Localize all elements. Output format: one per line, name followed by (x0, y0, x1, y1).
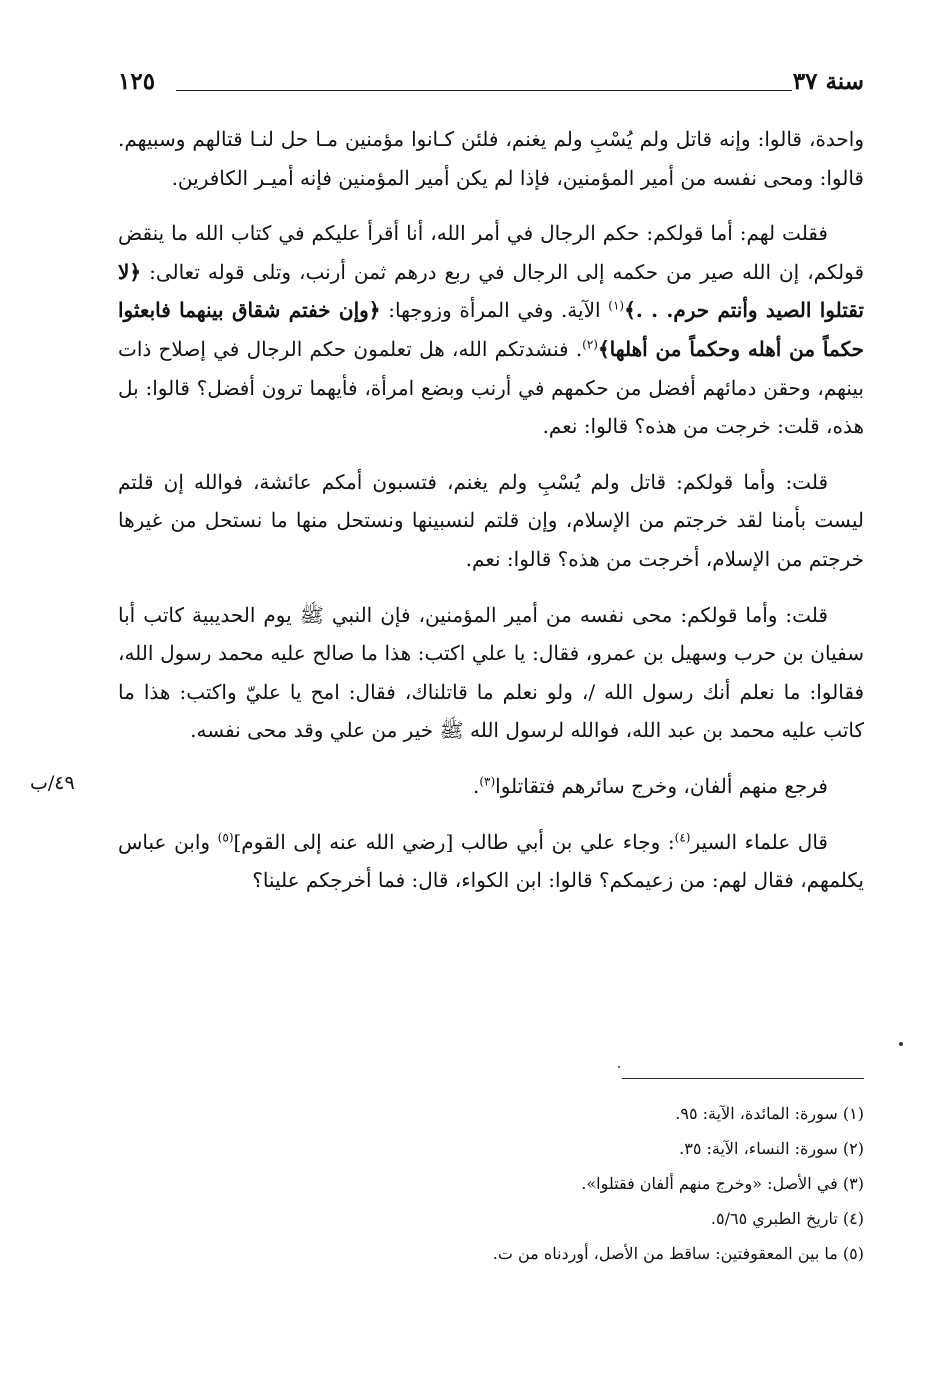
footnote-ref: (١) (608, 298, 625, 313)
scan-speck (899, 1042, 903, 1046)
footnote-ref: (٤) (674, 829, 691, 844)
text-run: . فنشدتكم الله، هل تعلمون حكم الرجال في إصلاح ذات بينهم، وحقن دمائهم أفضل من حكمهم في أرنب وبضع امرأة، فأيهما ترون أفضل؟ قالوا: بل هذه، قلت: خرجت من هذه؟ قالوا: نعم. (118, 336, 864, 439)
quran-quote: ﴿وإن خفتم شقاق بينهما فابعثوا حكماً من أهله وحكماً من أهلها﴾ (118, 298, 864, 361)
footnote-ref: (٥) (217, 829, 234, 844)
paragraph-3 (118, 463, 864, 579)
footnote-4: (٤) تاريخ الطبري ٥/٦٥. (710, 1209, 864, 1228)
text-run: فقلت لهم: أما قولكم: حكم الرجال في أمر الله، أنا أقرأ عليكم في كتاب الله ما ينقض قولكم، إن الله صير من حكمه إلى الرجال في ربع درهم ثمن أرنب، وتلى قوله تعالى: (118, 221, 864, 284)
paragraph-4 (118, 596, 864, 750)
text-run: . (472, 773, 480, 798)
text-run: فرجع منهم ألفان، وخرج سائرهم فتقاتلوا (495, 773, 828, 798)
page-header (118, 66, 864, 102)
paragraph-5 (118, 767, 864, 806)
footnote-1: (١) سورة: المائدة، الآية: ٩٥. (675, 1104, 864, 1123)
footnote-2: (٢) سورة: النساء، الآية: ٣٥. (679, 1139, 864, 1158)
footnote-rule (622, 1078, 864, 1079)
text-run: قلت: وأما قولكم: محى نفسه من أمير المؤمنين، فإن النبي ﷺ يوم الحديبية كاتب أبا سفيان بن حرب وسهيل بن عمرو، فقال: يا علي اكتب: هذا ما صالح عليه محمد رسول الله، فقالوا: ما نعلم أنك رسول الله /، ولو نعلم ما قاتلناك، فقال: امح يا عليّ واكتب: هذا ما كاتب عليه محمد بن عبد الله، فوالله لرسول الله ﷺ خير من علي وقد محى نفسه. (118, 602, 864, 743)
paragraph-6 (118, 823, 864, 900)
footnotes (300, 1096, 864, 1271)
text-run: قال علماء السير (690, 829, 828, 854)
section-label: سنة ٣٧ (792, 68, 864, 95)
footnote-3: (٣) في الأصل: «وخرج منهم ألفان فقتلوا». (581, 1174, 864, 1193)
margin-note: ٤٩/ب (30, 772, 75, 794)
scan-speck (618, 1066, 620, 1068)
text-run: الآية. وفي المرأة وزوجها: (380, 298, 609, 323)
text-run: قلت: وأما قولكم: قاتل ولم يُسْبِ ولم يغنم، فتسبون أمكم عائشة، فوالله إن قلتم ليست بأمنا لقد خرجتم من الإسلام، وإن قلتم لنسبينها ونستحل منها ما نستحل من غيرها خرجتم من الإسلام، أخرجت من هذه؟ قالوا: نعم. (118, 469, 864, 571)
text-run: وابن عباس يكلمهم، فقال لهم: من زعيمكم؟ قالوا: ابن الكواء، قال: فما أخرجكم علينا؟ (118, 829, 864, 893)
footnote-ref: (٢) (582, 337, 598, 352)
text-run: : وجاء علي بن أبي طالب [رضي الله عنه إلى القوم] (233, 829, 675, 854)
paragraph-1 (118, 120, 864, 197)
body-text (118, 120, 864, 900)
footnote-5: (٥) ما بين المعقوفتين: ساقط من الأصل، أوردناه من ت. (492, 1244, 864, 1263)
header-rule (176, 90, 792, 91)
text-run: واحدة، قالوا: وإنه قاتل ولم يُسْبِ ولم يغنم، فلئن كـانوا مؤمنين مـا حل لنـا قتالهم وسبيهم. قالوا: ومحى نفسه من أمير المؤمنين، فإذا لم يكن أمير المؤمنين فإنه أميـر الكافرين. (118, 127, 865, 190)
quran-quote: ﴿لا تقتلوا الصيد وأنتم حرم. . .﴾ (118, 259, 864, 323)
paragraph-2 (118, 214, 864, 446)
footnote-ref: (٣) (479, 774, 496, 789)
page-number: ١٢٥ (118, 68, 156, 95)
